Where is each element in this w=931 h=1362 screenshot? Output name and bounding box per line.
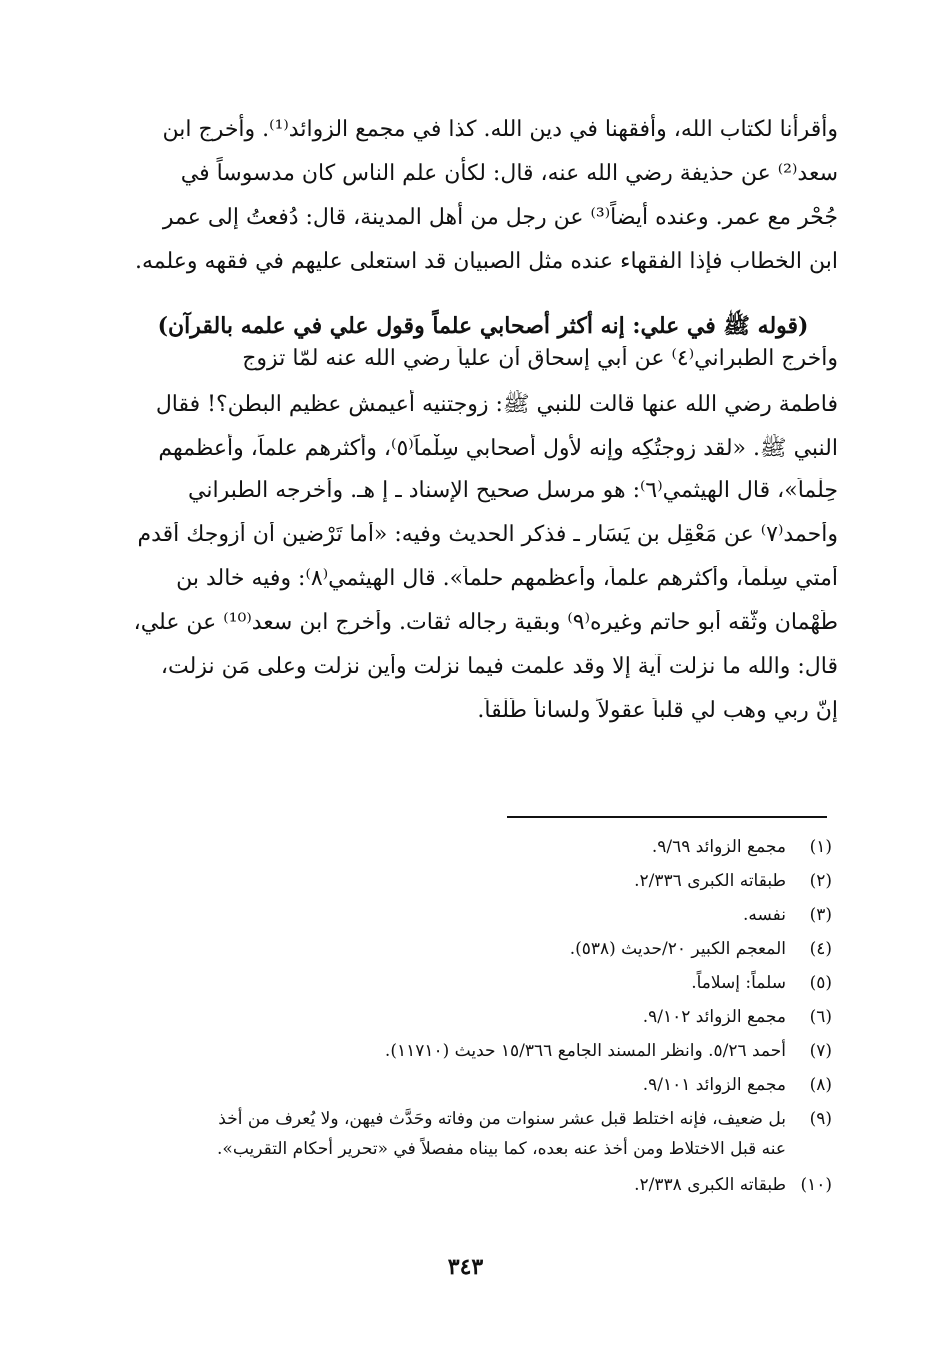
footnote-item <box>128 1002 838 1036</box>
footnote-line: أحمد ٥/٢٦. وانظر المسند الجامع ١٥/٣٦٦ حديث (١١٧١٠). <box>384 1041 786 1061</box>
footnote-number: (٢) <box>809 871 832 891</box>
footnote-line: نفسه. <box>742 905 786 925</box>
footnote-number: (٩) <box>809 1109 832 1129</box>
footnotes <box>128 832 838 1204</box>
paragraph-2-line: قال: والله ما نزلت آية إلا وقد علمت فيما نزلت وأين نزلت وعلى مَن نزلت، <box>160 654 838 679</box>
footnote-line: سلماً: إسلاماً. <box>691 973 786 993</box>
footnote-text <box>128 934 786 964</box>
footnote-item <box>128 934 838 968</box>
footnote-text <box>128 1070 786 1100</box>
footnote-item <box>128 900 838 934</box>
section-heading: (قوله ﷺ في علي: إنه أكثر أصحابي علماً وقول علي في علمه بالقرآن) <box>157 313 809 339</box>
footnote-text <box>128 900 786 930</box>
paragraph-2-line: أمتي سِلْماً، وأكثرهم علماً، وأعظمهم حلماً». قال الهيثمي⁽٨⁾: وفيه خالد بن <box>176 566 838 591</box>
footnote-line: مجمع الزوائد ٩/١٠١. <box>642 1075 786 1095</box>
paragraph-2-line: وأخرج الطبراني⁽٤⁾ عن أبي إسحاق أن علياً رضي الله عنه لمّا تزوج <box>242 346 838 371</box>
paragraph-1-line: جُحْر مع عمر. وعنده أيضاً⁽³⁾ عن رجل من أهل المدينة، قال: دُفعتُ إلى عمر <box>162 205 838 230</box>
footnote-item <box>128 1070 838 1104</box>
footnote-number: (٨) <box>809 1075 832 1095</box>
paragraph-2-line: فاطمة رضي الله عنها قالت للنبي ﷺ: زوجتنيه أعيمش عظيم البطن؟! فقال <box>155 392 838 417</box>
footnote-line: طبقاته الكبرى ٢/٣٣٦. <box>634 871 786 891</box>
paragraph-2-line: حِلْماً»، قال الهيثمي⁽٦⁾: هو مرسل صحيح الإسناد ـ إ هـ. وأخرجه الطبراني <box>188 478 838 503</box>
footnote-text <box>128 866 786 896</box>
footnote-line: المعجم الكبير ٢٠/حديث (٥٣٨). <box>569 939 786 959</box>
footnote-text <box>128 832 786 862</box>
footnote-number: (٦) <box>809 1007 832 1027</box>
footnote-number: (٥) <box>809 973 832 993</box>
footnote-text <box>128 1002 786 1032</box>
footnote-number: (٣) <box>809 905 832 925</box>
paragraph-2 <box>128 346 838 742</box>
footnote-text <box>128 968 786 998</box>
footnote-line: طبقاته الكبرى ٢/٣٣٨. <box>634 1175 786 1195</box>
footnote-item <box>128 1036 838 1070</box>
paragraph-1-line: سعد⁽²⁾ عن حذيفة رضي الله عنه، قال: لكأن علم الناس كان مدسوساً في <box>180 161 838 186</box>
footnote-text <box>128 1104 786 1164</box>
footnote-line: عنه قبل الاختلاط ومن أخذ عنه بعده، كما بيناه مفصلاً في «تحرير أحكام التقريب». <box>217 1139 786 1159</box>
footnote-number: (١) <box>809 837 832 857</box>
footnote-number: (٤) <box>809 939 832 959</box>
footnote-line: بل ضعيف، فإنه اختلط قبل عشر سنوات من وفاته وحَدَّث فيهن، ولا يُعرف من أخذ <box>218 1109 786 1129</box>
paragraph-1-line: وأقرأنا لكتاب الله، وأفقهنا في دين الله. كذا في مجمع الزوائد⁽¹⁾. وأخرج ابن <box>162 117 838 142</box>
footnote-text <box>128 1170 786 1200</box>
paragraph-2-line: وأحمد⁽٧⁾ عن مَعْقِل بن يَسَار ـ فذكر الحديث وفيه: «أما تَرْضين أن أزوجك أقدم <box>137 522 838 547</box>
footnote-item <box>128 1170 838 1204</box>
footnote-item <box>128 1104 838 1170</box>
page-number: ٣٤٣ <box>447 1254 484 1280</box>
footnote-text <box>128 1036 786 1066</box>
paragraph-2-line: النبي ﷺ. «لقد زوجتُكِه وإنه لأول أصحابي سِلْماً⁽٥⁾، وأكثرهم علماً، وأعظمهم <box>158 436 838 461</box>
paragraph-1-line: ابن الخطاب فإذا الفقهاء عنده مثل الصبيان قد استعلى عليهم في فقهه وعلمه. <box>134 249 838 274</box>
footnote-number: (١٠) <box>800 1175 832 1195</box>
footnote-item <box>128 866 838 900</box>
paragraph-2-line: إنّ ربي وهب لي قلباً عقولاً ولساناً طَلْقاً. <box>477 698 838 723</box>
footnote-line: مجمع الزوائد ٩/٦٩. <box>651 837 786 857</box>
footnote-item <box>128 968 838 1002</box>
footnote-item <box>128 832 838 866</box>
paragraph-2-line: طَهْمان وثّقه أبو حاتم وغيره⁽٩⁾ وبقية رجاله ثقات. وأخرج ابن سعد⁽¹⁰⁾ عن علي، <box>133 610 838 635</box>
footnote-line: مجمع الزوائد ٩/١٠٢. <box>642 1007 786 1027</box>
paragraph-1 <box>128 108 838 284</box>
footnote-separator <box>507 816 827 818</box>
footnote-number: (٧) <box>809 1041 832 1061</box>
